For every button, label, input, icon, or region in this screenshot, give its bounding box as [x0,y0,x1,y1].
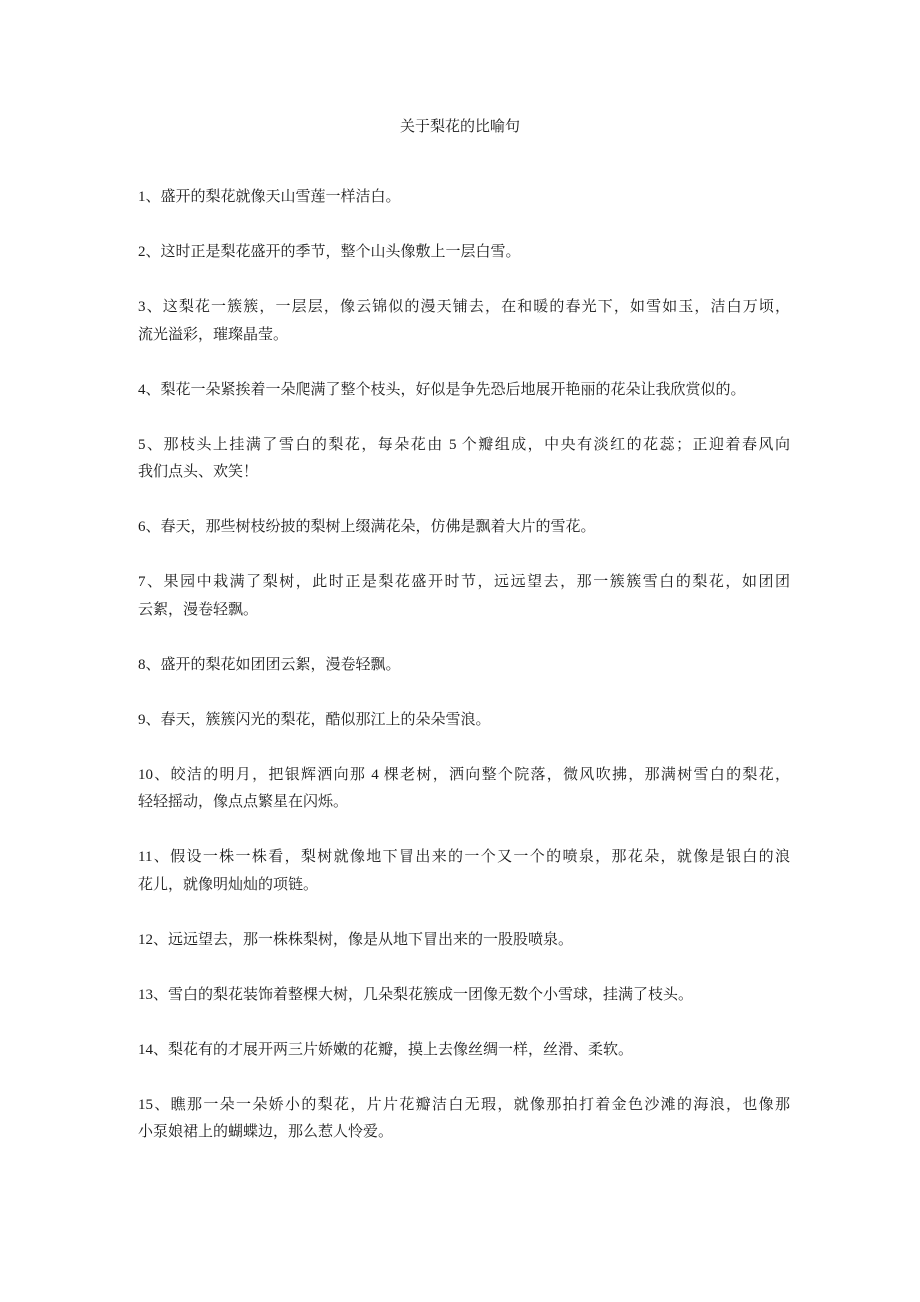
paragraph-4 [138,377,790,405]
paragraph-8 [138,652,790,680]
document-body [138,184,790,1174]
paragraph-14 [138,1037,790,1065]
paragraph-line: 1、盛开的梨花就像天山雪莲一样洁白。 [138,189,401,205]
paragraph-line: 花儿，就像明灿灿的项链。 [138,876,319,893]
paragraph-line: 6、春天，那些树枝纷披的梨树上缀满花朵，仿佛是飘着大片的雪花。 [138,519,596,535]
paragraph-line: 15、瞧那一朵一朵娇小的梨花，片片花瓣洁白无瑕，就像那拍打着金色沙滩的海浪，也像那 [138,1096,790,1113]
paragraph-10 [138,762,790,817]
paragraph-6 [138,514,790,542]
paragraph-line: 7、果园中栽满了梨树，此时正是梨花盛开时节，远远望去，那一簇簇雪白的梨花，如团团 [138,574,790,590]
paragraph-line: 流光溢彩，璀璨晶莹。 [138,326,289,343]
paragraph-5 [138,432,790,487]
paragraph-3 [138,294,790,349]
paragraph-9 [138,707,790,735]
paragraph-15 [138,1092,790,1147]
paragraph-line: 轻轻摇动，像点点繁星在闪烁。 [138,794,349,810]
paragraph-7 [138,569,790,624]
paragraph-2 [138,239,790,267]
paragraph-line: 9、春天，簇簇闪光的梨花，酷似那江上的朵朵雪浪。 [138,711,491,728]
paragraph-line: 11、假设一株一株看，梨树就像地下冒出来的一个又一个的喷泉，那花朵，就像是银白的浪 [138,849,790,865]
paragraph-1 [138,184,790,212]
paragraph-line: 4、梨花一朵紧挨着一朵爬满了整个枝头，好似是争先恐后地展开艳丽的花朵让我欣赏似的。 [138,381,746,398]
paragraph-line: 8、盛开的梨花如团团云絮，漫卷轻飘。 [138,656,401,673]
paragraph-line: 云絮，漫卷轻飘。 [138,601,259,618]
paragraph-12 [138,927,790,955]
paragraph-line: 2、这时正是梨花盛开的季节，整个山头像敷上一层白雪。 [138,244,521,260]
paragraph-13 [138,982,790,1010]
paragraph-line: 13、雪白的梨花装饰着整棵大树，几朵梨花簇成一团像无数个小雪球，挂满了枝头。 [138,986,694,1003]
paragraph-line: 14、梨花有的才展开两三片娇嫩的花瓣，摸上去像丝绸一样，丝滑、柔软。 [138,1041,634,1058]
paragraph-line: 10、皎洁的明月，把银辉洒向那 4 棵老树，洒向整个院落，微风吹拂，那满树雪白的梨花， [138,766,790,783]
paragraph-line: 3、这梨花一簇簇，一层层，像云锦似的漫天铺去，在和暖的春光下，如雪如玉，洁白万顷， [138,299,790,315]
paragraph-line: 我们点头、欢笑！ [138,464,259,480]
document-title: 关于梨花的比喻句 [399,119,520,135]
paragraph-11 [138,844,790,899]
paragraph-line: 小泵娘裙上的蝴蝶边，那么惹人怜爱。 [138,1124,394,1140]
paragraph-line: 12、远远望去，那一株株梨树，像是从地下冒出来的一股股喷泉。 [138,931,574,948]
paragraph-line: 5、那枝头上挂满了雪白的梨花，每朵花由 5 个瓣组成，中央有淡红的花蕊；正迎着春风向 [138,436,790,453]
